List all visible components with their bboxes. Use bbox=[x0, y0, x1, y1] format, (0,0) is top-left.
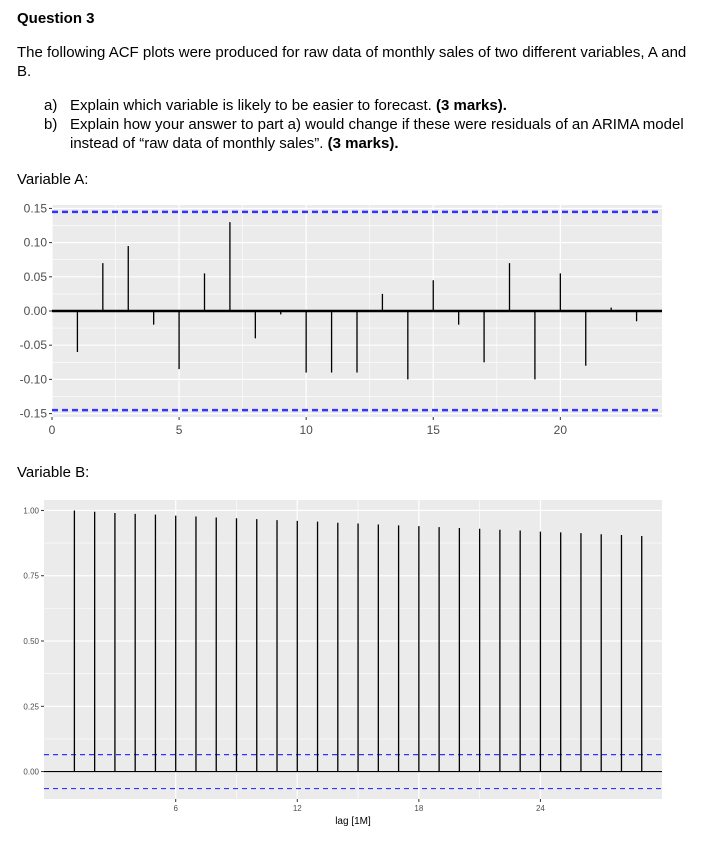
x-tick-label: 0 bbox=[48, 423, 56, 437]
x-tick-label: 15 bbox=[426, 423, 440, 437]
y-tick-label: 0.05 bbox=[23, 269, 47, 284]
y-tick-label: -0.15 bbox=[19, 406, 47, 421]
x-tick-label: 6 bbox=[173, 804, 178, 813]
part-a-text: Explain which variable is likely to be easier to forecast. bbox=[70, 97, 437, 114]
y-tick-label: 0.15 bbox=[23, 201, 47, 216]
part-b-marks: (3 marks). bbox=[327, 135, 399, 152]
x-tick-label: 5 bbox=[175, 423, 183, 437]
question-part-b bbox=[44, 115, 694, 153]
y-tick-label: -0.10 bbox=[19, 372, 47, 387]
y-tick-label: 0.75 bbox=[23, 571, 39, 581]
question-intro: The following ACF plots were produced for raw data of monthly sales of two different variables, A and B. bbox=[17, 44, 687, 80]
variable-b-label: Variable B: bbox=[17, 464, 90, 481]
x-tick-label: 18 bbox=[414, 804, 424, 813]
question-part-a bbox=[44, 96, 694, 115]
acf-chart-variable-a bbox=[0, 195, 723, 450]
y-tick-label: 0.00 bbox=[23, 767, 39, 777]
x-tick-label: 20 bbox=[553, 423, 568, 437]
y-tick-label: -0.05 bbox=[19, 338, 47, 353]
acf-chart-variable-b bbox=[0, 495, 723, 835]
part-a-label: a) bbox=[44, 97, 58, 114]
part-b-label: b) bbox=[44, 116, 58, 133]
y-tick-label: 1.00 bbox=[23, 506, 39, 516]
y-tick-label: 0.10 bbox=[23, 235, 47, 250]
y-tick-label: 0.50 bbox=[23, 637, 39, 647]
x-tick-label: 10 bbox=[299, 423, 313, 437]
y-tick-label: 0.25 bbox=[23, 702, 39, 712]
question-parts bbox=[44, 96, 694, 153]
x-tick-label: 24 bbox=[535, 804, 545, 813]
variable-a-label: Variable A: bbox=[17, 171, 89, 188]
x-tick-label: 12 bbox=[292, 804, 302, 813]
question-title: Question 3 bbox=[17, 10, 95, 27]
part-a-marks: (3 marks). bbox=[436, 97, 507, 114]
x-axis-title: lag [1M] bbox=[335, 816, 371, 827]
part-b-text: Explain how your answer to part a) would change if these were residuals of an ARIMA model instead of “raw data of monthly sales”. bbox=[70, 116, 684, 152]
y-tick-label: 0.00 bbox=[23, 304, 47, 318]
